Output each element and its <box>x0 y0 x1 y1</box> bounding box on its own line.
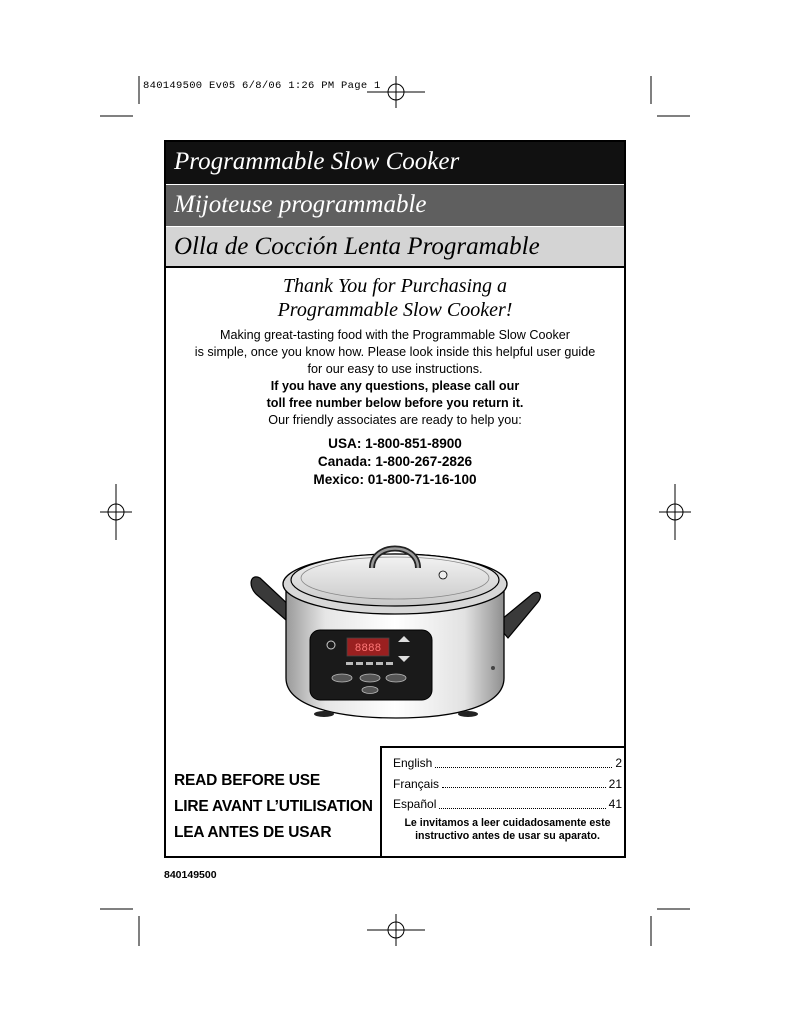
thank-you-heading <box>166 274 624 322</box>
intro-line-3: for our easy to use instructions. <box>307 362 483 376</box>
language-contents-box <box>380 746 626 858</box>
toc-page: 2 <box>615 756 622 770</box>
spanish-note-line-2: instructivo antes de usar su aparato. <box>415 829 600 842</box>
toc-row-francais[interactable] <box>393 774 622 795</box>
toc-label: Français <box>393 776 440 791</box>
toc-leader <box>442 774 606 789</box>
registration-target-bottom <box>367 914 425 946</box>
toc-page: 41 <box>608 797 622 811</box>
intro-paragraph <box>166 327 624 429</box>
spanish-note-line-1: Le invitamos a leer cuidadosamente este <box>404 816 611 829</box>
thank-you-line-2: Programmable Slow Cooker! <box>277 299 513 321</box>
read-before-use-en: READ BEFORE USE <box>174 772 320 789</box>
toc-label: English <box>393 756 433 770</box>
phone-canada: Canada: 1-800-267-2826 <box>317 454 473 469</box>
intro-section <box>166 274 624 489</box>
intro-line-2: is simple, once you know how. Please look inside this helpful user guide <box>194 345 596 359</box>
toc-label: Español <box>393 797 437 811</box>
toc-row-espanol[interactable] <box>393 794 622 815</box>
read-before-use-fr: LIRE AVANT L’UTILISATION <box>174 798 373 815</box>
read-before-use-block <box>174 768 373 846</box>
registration-target-right <box>659 484 691 540</box>
cover-panel <box>164 140 626 858</box>
spanish-reading-note <box>393 817 622 843</box>
phone-mexico: Mexico: 01-800-71-16-100 <box>313 472 477 487</box>
product-code: 840149500 <box>164 869 217 881</box>
title-spanish: Olla de Cocción Lenta Programable <box>166 226 624 268</box>
friendly-associates-line: Our friendly associates are ready to help you: <box>268 413 522 427</box>
slow-cooker-illustration <box>246 528 546 728</box>
toc-leader <box>439 794 605 809</box>
toc-leader <box>435 753 612 768</box>
toc-row-english[interactable] <box>393 753 622 774</box>
registration-target-left <box>100 484 132 540</box>
title-french: Mijoteuse programmable <box>166 184 624 226</box>
intro-line-1: Making great-tasting food with the Programmable Slow Cooker <box>220 328 570 342</box>
print-slug-line: 840149500 Ev05 6/8/06 1:26 PM Page 1 <box>143 80 381 92</box>
toc-page: 21 <box>608 776 622 791</box>
phone-numbers <box>166 435 624 489</box>
read-before-use-es: LEA ANTES DE USAR <box>174 824 332 841</box>
title-english: Programmable Slow Cooker <box>166 142 624 184</box>
call-us-line-2: toll free number below before you return it. <box>266 396 524 410</box>
thank-you-line-1: Thank You for Purchasing a <box>282 275 508 297</box>
phone-usa: USA: 1-800-851-8900 <box>328 436 462 451</box>
slow-cooker-icon <box>246 528 546 728</box>
svg-text:8888: 8888 <box>354 643 382 655</box>
call-us-line-1: If you have any questions, please call our <box>270 379 520 393</box>
